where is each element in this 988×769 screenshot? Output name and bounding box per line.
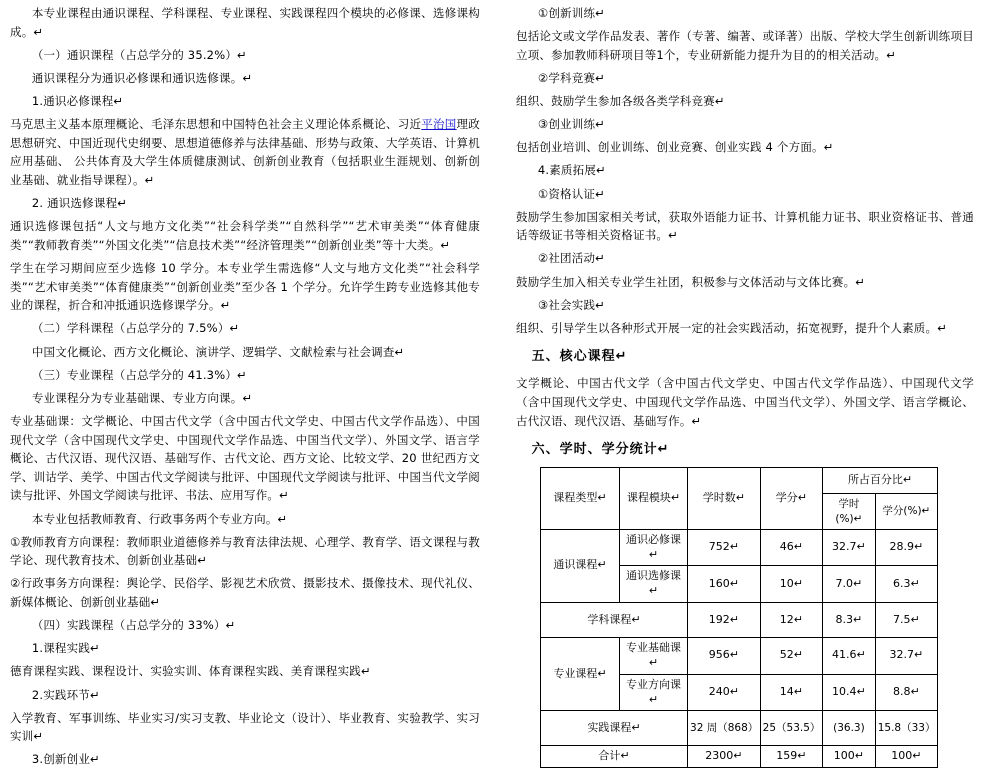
paragraph: （三）专业课程（占总学分的 41.3%）↵ [31,367,247,382]
cell-credits-percent: 7.5↵ [875,603,937,638]
section-heading-core-courses: 五、核心课程↵ [531,349,628,365]
paragraph: 4.素质拓展↵ [537,163,606,178]
paragraph: （二）学科课程（占总学分的 7.5%）↵ [31,321,240,336]
cell-class-hours: 240↵ [688,674,761,711]
header-hours-percent: 学时(%)↵ [823,494,876,529]
paragraph: 鼓励学生参加国家相关考试，获取外语能力证书、计算机能力证书、职业资格证书、普通话等级证书等相关资格证书。↵ [516,209,974,243]
cell-hours-percent: 32.7↵ [823,529,876,566]
paragraph: 德育课程实践、课程设计、实验实训、体育课程实践、美育课程实践↵ [10,664,371,679]
cell-credits: 12↵ [760,603,822,638]
paragraph: 2. 通识选修课程↵ [31,196,128,211]
cell-class-hours: 192↵ [688,603,761,638]
header-course-type: 课程类型↵ [541,468,620,529]
cell-class-hours: 32 周（868） [688,711,761,746]
paragraph-major-basic-courses: 专业基础课：文学概论、中国古代文学（含中国古代文学史、中国古代文学作品选）、中国现代文学（含中国现代文学史、中国现代文学作品选、中国当代文学）、外国文学、语言学概论、古代汉语、现代汉语、基础写作、古代文论、西方文论、比较文学、20 世纪西方文学、训诂学、美学、中国古代文学阅读与批评、中国现代文学阅读与批评、中国当代文学阅读与批评、外国文学阅读与批评、书法、应用写作。↵ [10,413,480,503]
cell-credits: 14↵ [760,674,822,711]
cell-hours-percent: 10.4↵ [823,674,876,711]
header-class-hours: 学时数↵ [688,468,761,529]
cell-credits-percent: 6.3↵ [875,566,937,603]
cell-course-type: 实践课程↵ [541,711,688,746]
cell-credits-percent: 100↵ [875,746,937,768]
cell-class-hours: 956↵ [688,638,761,675]
header-credits: 学分↵ [760,468,822,529]
paragraph: 包括创业培训、创业训练、创业竞赛、创业实践 4 个方面。↵ [516,140,834,155]
cell-credits: 159↵ [760,746,822,768]
header-percentage-group: 所占百分比↵ [823,468,938,494]
cell-credits-percent: 15.8（33） [875,711,937,746]
paragraph: ②学科竞赛↵ [537,70,605,85]
paragraph: 1.课程实践↵ [31,641,100,656]
paragraph: 通识课程分为通识必修课和通识选修课。↵ [31,70,253,85]
cell-credits-percent: 8.8↵ [875,674,937,711]
cell-class-hours: 752↵ [688,529,761,566]
paragraph: 入学教育、军事训练、毕业实习/实习支教、毕业论文（设计）、毕业教育、实验教学、实习实训↵ [10,710,480,744]
paragraph: ③社会实践↵ [537,297,605,312]
cell-credits-percent: 32.7↵ [875,638,937,675]
cell-credits: 52↵ [760,638,822,675]
paragraph: 3.创新创业↵ [31,752,100,767]
cell-credits: 25（53.5） [760,711,822,746]
left-text-column [0,0,494,767]
cell-class-hours: 2300↵ [688,746,761,768]
cell-hours-percent: 100↵ [823,746,876,768]
credit-statistics-table [540,467,938,768]
header-credits-percent: 学分(%)↵ [875,494,937,529]
table-row [541,529,938,566]
paragraph: 包括论文或文学作品发表、著作（专著、编著、或译著）出版、学校大学生创新训练项目立项、参加教师科研项目等1个，专业研新能力提升为目的的相关活动。↵ [516,29,974,62]
cell-course-module: 通识必修课↵ [620,529,688,566]
paragraph-core-course-list: 文学概论、中国古代文学（含中国古代文学史、中国古代文学作品选）、中国现代文学（含中国现代文学史、中国现代文学作品选、中国当代文学）、外国文学、语言学概论、古代汉语、现代汉语、基础写作。↵ [516,376,974,428]
paragraph: 鼓励学生加入相关专业学生社团，积极参与文体活动与文体比赛。↵ [516,274,866,289]
cell-class-hours: 160↵ [688,566,761,603]
paragraph: 学生在学习期间应至少选修 10 学分。本专业学生需选修“人文与地方文化类”“社会科学类”“艺术审美类”“体育健康类”“创新创业类”至少各 1 个学分。允许学生跨专业选修其他专业的课程，折合和冲抵通识选修课学分。↵ [10,261,480,313]
paragraph: 组织、鼓励学生参加各级各类学科竞赛↵ [516,94,725,108]
cell-course-type: 通识课程↵ [541,529,620,602]
cell-course-module: 专业基础课↵ [620,638,688,675]
table-row [541,638,938,675]
paragraph: 组织、引导学生以各种形式开展一定的社会实践活动，拓宽视野，提升个人素质。↵ [516,320,948,335]
spellcheck-underlined-text: 平治国 [421,117,457,132]
cell-course-module: 专业方向课↵ [620,674,688,711]
cell-course-module: 通识选修课↵ [620,566,688,603]
cell-hours-percent: 41.6↵ [823,638,876,675]
cell-course-type: 专业课程↵ [541,638,620,711]
paragraph: 通识选修课包括“人文与地方文化类”“社会科学类”“自然科学”“艺术审美类”“体育健康类”“教师教育类”“外国文化类”“信息技术类”“经济管理类”“创新创业类”等十大类。↵ [10,219,480,252]
paragraph: （一）通识课程（占总学分的 35.2%）↵ [31,47,247,62]
paragraph: ②社团活动↵ [537,251,605,266]
right-text-column [494,0,988,763]
paragraph: 2.实践环节↵ [31,687,100,702]
cell-credits-percent: 28.9↵ [875,529,937,566]
paragraph: ①创新训练↵ [537,6,605,20]
cell-hours-percent: (36.3) [823,711,876,746]
paragraph: 本专业包括教师教育、行政事务两个专业方向。↵ [31,511,288,526]
table-header-row [541,468,938,494]
paragraph: ①教师教育方向课程：教师职业道德修养与教育法律法规、心理学、教育学、语文课程与教学论、现代教育技术、创新创业基础↵ [10,534,480,568]
cell-credits: 10↵ [760,566,822,603]
section-heading-credit-statistics: 六、学时、学分统计↵ [531,442,670,458]
table-row [541,603,938,638]
cell-credits: 46↵ [760,529,822,566]
table-row [541,711,938,746]
paragraph: 中国文化概论、西方文化概论、演讲学、逻辑学、文献检索与社会调查↵ [31,344,405,359]
paragraph: 专业课程分为专业基础课、专业方向课。↵ [31,390,253,405]
paragraph: ②行政事务方向课程：舆论学、民俗学、影视艺术欣赏、摄影技术、摄像技术、现代礼仪、新媒体概论、创新创业基础↵ [10,576,480,609]
paragraph: 1.通识必修课程↵ [31,94,124,108]
paragraph-general-required-courses: 马克思主义基本原理概论、毛泽东思想和中国特色社会主义理论体系概论、习近平治国理政思想研究、中国近现代史纲要、思想道德修养与法律基础、形势与政策、大学英语、计算机应用基础、 公共体育及大学生体质健康测试、创新创业教育（包括职业生涯规划、创新创业基础、就业指导课程）。↵ [10,117,480,187]
paragraph: 本专业课程由通识课程、学科课程、专业课程、实践课程四个模块的必修课、选修课构成。↵ [10,6,480,39]
cell-course-type: 学科课程↵ [541,603,688,638]
paragraph: （四）实践课程（占总学分的 33%）↵ [31,618,236,633]
cell-hours-percent: 8.3↵ [823,603,876,638]
table-total-row [541,746,938,768]
paragraph: ①资格认证↵ [537,186,605,201]
header-course-module: 课程模块↵ [620,468,688,529]
cell-course-type: 合计↵ [541,746,688,768]
paragraph: ③创业训练↵ [537,117,605,132]
cell-hours-percent: 7.0↵ [823,566,876,603]
